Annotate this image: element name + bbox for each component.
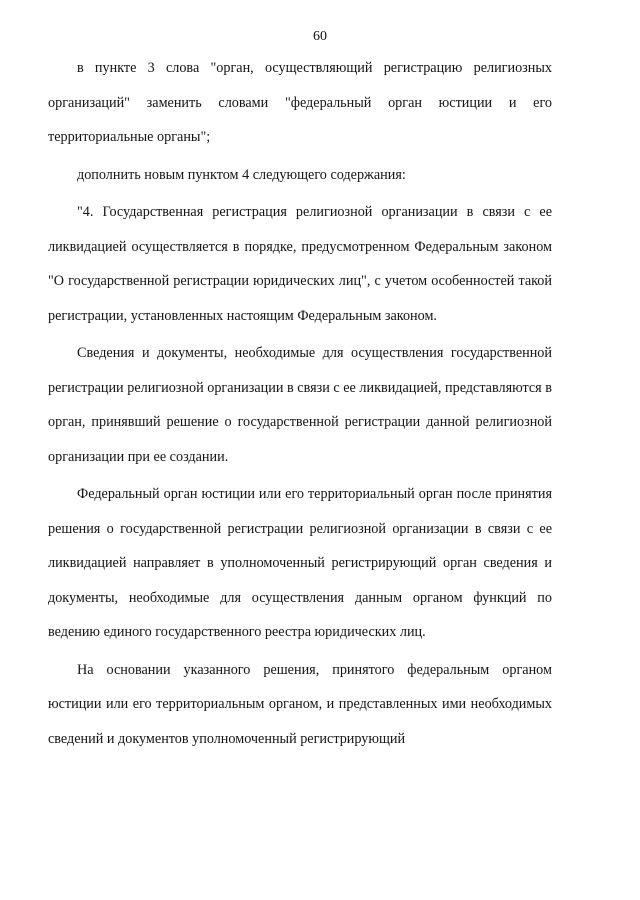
- paragraph-documents-submission: Сведения и документы, необходимые для осуществления государственной регистрации религиозной организации в связи с ее ликвидацией, представляются в орган, принявший решение о государственной регистрации данной религиозной организации при ее создании.: [48, 345, 552, 465]
- paragraph-item-3-amendment: в пункте 3 слова "орган, осуществляющий регистрацию религиозных организаций" заменить словами "федеральный орган юстиции и его территориальные органы";: [48, 60, 552, 145]
- paragraph-justice-body-actions: Федеральный орган юстиции или его территориальный орган после принятия решения о государственной регистрации религиозной организации в связи с ее ликвидацией направляет в уполномоченный регистрирующий орган сведения и документы, необходимые для осуществления данным органом функций по ведению единого государственного реестра юридических лиц.: [48, 486, 552, 640]
- paragraph-item-4-registration: "4. Государственная регистрация религиозной организации в связи с ее ликвидацией осуществляется в порядке, предусмотренном Федеральным законом "О государственной регистрации юридических лиц", с учетом особенностей такой регистрации, установленных настоящим Федеральным законом.: [48, 204, 552, 324]
- paragraph-add-item-4: дополнить новым пунктом 4 следующего содержания:: [77, 166, 406, 183]
- paragraph-basis-of-decision: На основании указанного решения, принятого федеральным органом юстиции или его территориальным органом, и представленных ими необходимых сведений и документов уполномоченный регистрирующий: [48, 661, 552, 747]
- page-number: 60: [313, 29, 327, 44]
- document-body: [48, 51, 552, 756]
